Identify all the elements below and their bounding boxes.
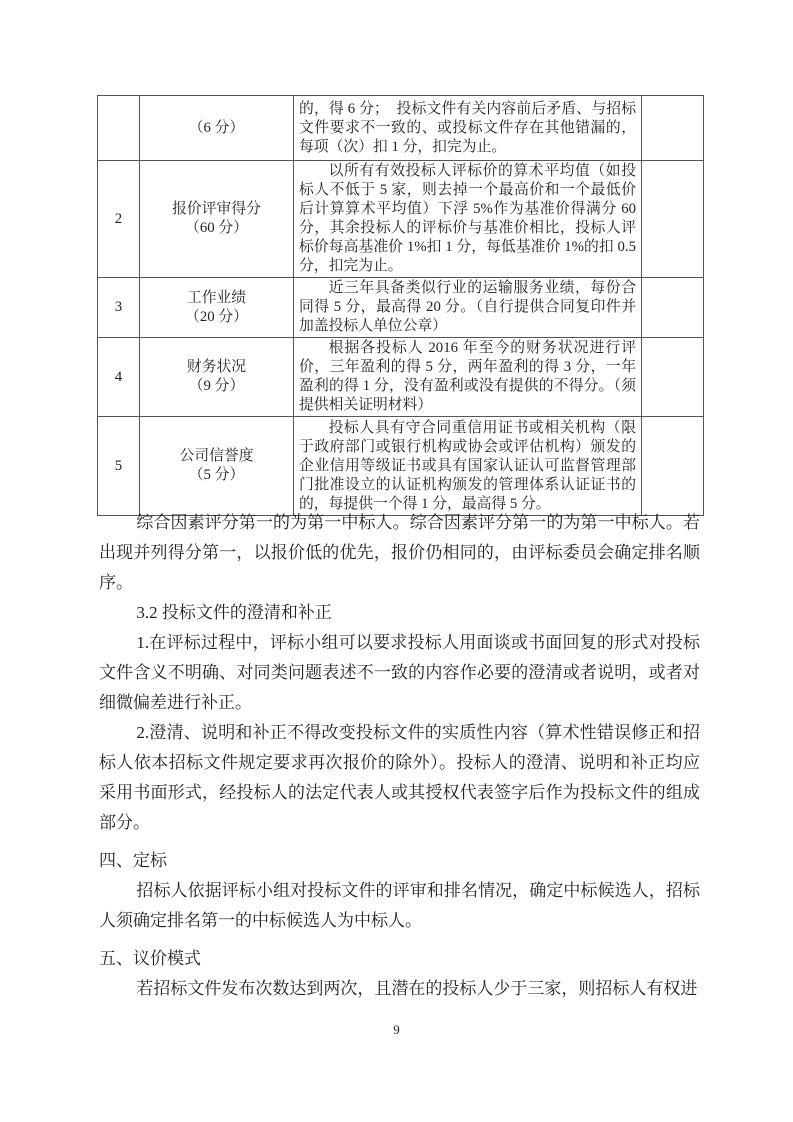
criterion-score: （60 分） xyxy=(185,220,248,236)
row-number-cell: 4 xyxy=(98,338,140,417)
paragraph: 综合因素评分第一的为第一中标人。综合因素评分第一的为第一中标人。若出现并列得分第一，以报价低的优先，报价仍相同的，由评标委员会确定排名顺序。 xyxy=(99,513,700,592)
criterion-desc-cell xyxy=(294,278,642,338)
criterion-desc: 投标人具有守合同重信用证书或相关机构（限于政府部门或银行机构或协会或评估机构）颁发的企业信用等级证书或具有国家认证认可监督管理部门批准设立的认证机构颁发的管理体系认证证书的的，每提供一个得 1 分，最高得 5 分。 xyxy=(299,419,636,512)
criterion-desc: 以所有有效投标人评标价的算术平均值（如投标人不低于 5 家，则去掉一个最高价和一个最低价后计算算术平均值）下浮 5%作为基准价得满分 60 分，其余投标人的评标价与基准价相比，投标人评标价每高基准价 1%扣 1 分，每低基准价 1%的扣 0.5 分，扣完为止。 xyxy=(299,163,636,274)
criterion-name-cell xyxy=(140,338,294,417)
criterion-name: 财务状况 xyxy=(186,359,247,375)
criterion-desc-cell xyxy=(294,161,642,278)
criterion-name-cell xyxy=(140,161,294,278)
empty-score-cell xyxy=(642,161,704,278)
paragraph: 招标人依据评标小组对投标文件的评审和排名情况，确定中标候选人，招标人须确定排名第一的中标候选人为中标人。 xyxy=(99,881,700,930)
row-number-cell xyxy=(98,96,140,161)
criterion-desc: 根据各投标人 2016 年至今的财务状况进行评价，三年盈利的得 5 分，两年盈利的得 3 分，一年盈利的得 1 分，没有盈利或没有提供的不得分。（须提供相关证明材料） xyxy=(299,340,636,413)
empty-score-cell xyxy=(642,338,704,417)
page-number: 9 xyxy=(393,1022,400,1037)
criterion-score: （20 分） xyxy=(185,308,248,325)
empty-score-cell xyxy=(642,96,704,161)
criterion-score: （9 分） xyxy=(188,378,245,394)
criterion-desc-cell xyxy=(294,338,642,417)
criterion-name-cell xyxy=(140,278,294,338)
table-row xyxy=(98,278,704,338)
criterion-name: 报价评审得分 xyxy=(172,201,261,217)
criterion-name: 公司信誉度 xyxy=(179,448,254,464)
table-row xyxy=(98,338,704,417)
paragraph: 2.澄清、说明和补正不得改变投标文件的实质性内容（算术性错误修正和招标人依本招标文件规定要求再次报价的除外）。投标人的澄清、说明和补正均应采用书面形式，经投标人的法定代表人或其授权代表签字后作为投标文件的组成部分。 xyxy=(99,723,700,832)
paragraph: 若招标文件发布次数达到两次，且潜在的投标人少于三家，则招标人有权进 xyxy=(136,979,698,998)
row-number-cell: 2 xyxy=(98,161,140,278)
criterion-name-cell xyxy=(140,96,294,161)
criterion-desc: 近三年具备类似行业的运输服务业绩，每份合同得 5 分，最高得 20 分。（自行提供合同复印件并加盖投标人单位公章） xyxy=(299,280,636,334)
evaluation-criteria-table xyxy=(97,95,704,516)
row-number-cell: 5 xyxy=(98,417,140,516)
criterion-name: （6 分） xyxy=(188,119,245,136)
table-row xyxy=(98,161,704,278)
empty-score-cell xyxy=(642,278,704,338)
section-heading: 五、议价模式 xyxy=(99,949,201,968)
table-row xyxy=(98,96,704,161)
section-heading: 3.2 投标文件的澄清和补正 xyxy=(136,603,332,622)
document-body xyxy=(99,497,700,1004)
row-number-cell: 3 xyxy=(98,278,140,338)
criterion-desc: 的，得 6 分； 投标文件有关内容前后矛盾、与招标文件要求不一致的、或投标文件存在其他错漏的，每项（次）扣 1 分，扣完为止。 xyxy=(299,100,636,155)
section-heading: 四、定标 xyxy=(99,851,167,870)
criterion-score: （5 分） xyxy=(188,467,245,483)
paragraph: 1.在评标过程中，评标小组可以要求投标人用面谈或书面回复的形式对投标文件含义不明确、对同类问题表述不一致的内容作必要的澄清或者说明，或者对细微偏差进行补正。 xyxy=(99,633,700,712)
criterion-name: 工作业绩 xyxy=(186,289,247,306)
criterion-desc-cell xyxy=(294,96,642,161)
